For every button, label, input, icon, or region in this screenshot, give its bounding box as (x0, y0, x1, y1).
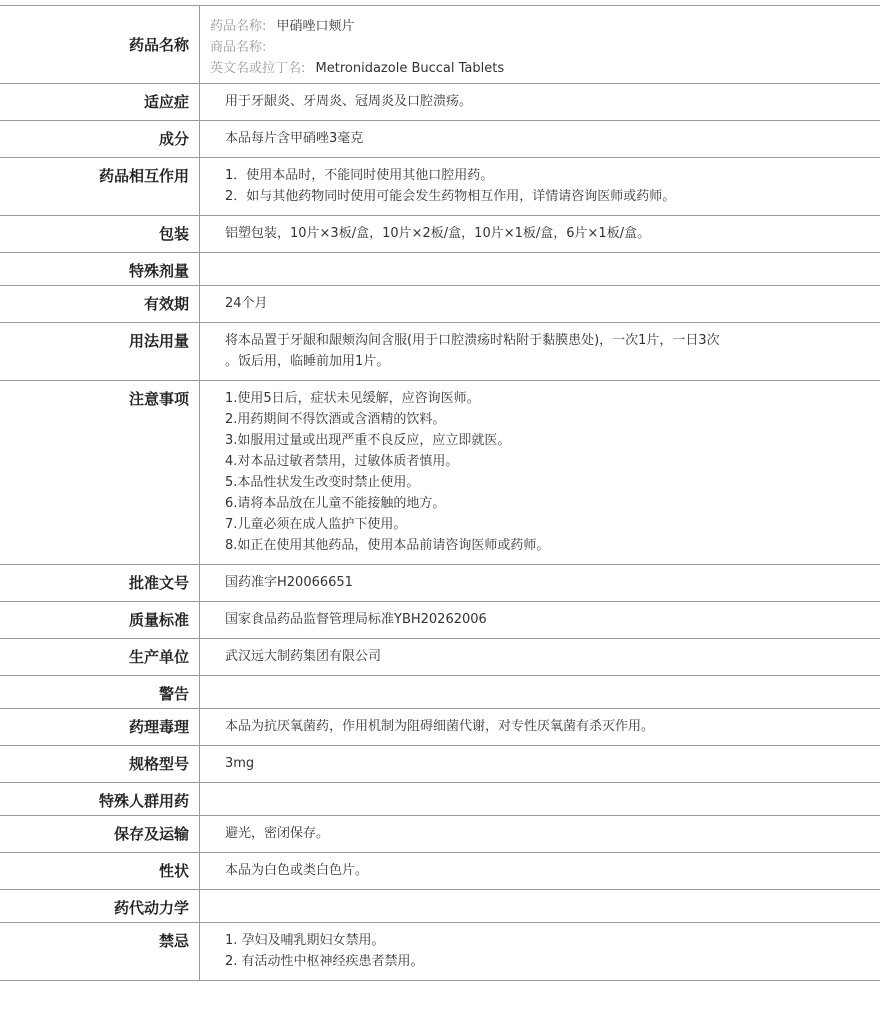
value-line: 2．如与其他药物同时使用可能会发生药物相互作用，详情请咨询医师或药师。 (225, 189, 676, 204)
trade-name-line (210, 37, 870, 58)
spec-row (0, 709, 880, 746)
row-label: 特殊剂量 (0, 253, 200, 285)
row-value (200, 923, 880, 980)
value-line: 避光，密闭保存。 (225, 826, 330, 841)
value-line: 6.请将本品放在儿童不能接触的地方。 (225, 496, 446, 511)
value-line: 5.本品性状发生改变时禁止使用。 (225, 475, 420, 490)
spec-row (0, 286, 880, 323)
value-line: 将本品置于牙龈和龈颊沟间含服(用于口腔溃疡时粘附于黏膜患处)，一次1片，一日3次 (225, 333, 720, 348)
value-line: 4.对本品过敏者禁用，过敏体质者慎用。 (225, 454, 459, 469)
row-value (200, 565, 880, 601)
value-line: 国家食品药品监督管理局标准YBH20262006 (225, 612, 487, 627)
spec-row (0, 676, 880, 709)
spec-row (0, 923, 880, 981)
value-line: 1.使用5日后，症状未见缓解，应咨询医师。 (225, 391, 480, 406)
row-drug-name (0, 6, 880, 84)
value-line: 24个月 (225, 296, 268, 311)
row-label: 药代动力学 (0, 890, 200, 922)
value-line: 2.用药期间不得饮酒或含酒精的饮料。 (225, 412, 446, 427)
row-label: 药品相互作用 (0, 158, 200, 215)
generic-name-line (210, 16, 870, 37)
row-label: 药理毒理 (0, 709, 200, 745)
spec-row (0, 323, 880, 381)
row-value (200, 323, 880, 380)
row-value (200, 639, 880, 675)
value-line: 武汉远大制药集团有限公司 (225, 649, 382, 664)
generic-name-value: 甲硝唑口颊片 (276, 19, 355, 34)
value-line: 7.儿童必须在成人监护下使用。 (225, 517, 407, 532)
english-name-key: 英文名或拉丁名: (210, 61, 306, 76)
row-label: 保存及运输 (0, 816, 200, 852)
row-label: 警告 (0, 676, 200, 708)
row-value (200, 121, 880, 157)
row-value (200, 890, 880, 922)
spec-row (0, 746, 880, 783)
value-line: 1．使用本品时，不能同时使用其他口腔用药。 (225, 168, 494, 183)
row-label: 禁忌 (0, 923, 200, 980)
spec-row (0, 783, 880, 816)
value-line: 。饭后用，临睡前加用1片。 (225, 354, 390, 369)
spec-row (0, 639, 880, 676)
row-value (200, 709, 880, 745)
english-name-line (210, 58, 870, 79)
value-line: 2. 有活动性中枢神经疾患者禁用。 (225, 954, 424, 969)
row-label: 性状 (0, 853, 200, 889)
row-label: 质量标准 (0, 602, 200, 638)
row-value (200, 783, 880, 815)
spec-row (0, 602, 880, 639)
spec-rows (0, 84, 880, 981)
spec-row (0, 853, 880, 890)
value-line: 本品每片含甲硝唑3毫克 (225, 131, 364, 146)
row-label: 生产单位 (0, 639, 200, 675)
row-label: 规格型号 (0, 746, 200, 782)
value-line: 3.如服用过量或出现严重不良反应，应立即就医。 (225, 433, 511, 448)
row-label: 批准文号 (0, 565, 200, 601)
value-line: 3mg (225, 756, 255, 771)
value-line: 8.如正在使用其他药品，使用本品前请咨询医师或药师。 (225, 538, 550, 553)
row-label: 注意事项 (0, 381, 200, 564)
drug-spec-table (0, 5, 880, 981)
row-value (200, 816, 880, 852)
spec-row (0, 565, 880, 602)
value-line: 1. 孕妇及哺乳期妇女禁用。 (225, 933, 385, 948)
spec-row (0, 216, 880, 253)
row-value (200, 158, 880, 215)
row-label: 药品名称 (0, 6, 200, 83)
value-line: 本品为白色或类白色片。 (225, 863, 369, 878)
row-label: 特殊人群用药 (0, 783, 200, 815)
row-value (200, 746, 880, 782)
row-value (200, 84, 880, 120)
spec-row (0, 121, 880, 158)
trade-name-key: 商品名称: (210, 40, 267, 55)
drug-names-block (200, 6, 880, 83)
value-line: 铝塑包装，10片×3板/盒，10片×2板/盒，10片×1板/盒，6片×1板/盒。 (225, 226, 651, 241)
row-value (200, 853, 880, 889)
spec-row (0, 890, 880, 923)
row-value (200, 602, 880, 638)
spec-row (0, 253, 880, 286)
spec-row (0, 84, 880, 121)
row-label: 用法用量 (0, 323, 200, 380)
row-value (200, 216, 880, 252)
value-line: 国药准字H20066651 (225, 575, 353, 590)
spec-row (0, 381, 880, 565)
row-label: 成分 (0, 121, 200, 157)
value-line: 本品为抗厌氧菌药，作用机制为阻碍细菌代谢，对专性厌氧菌有杀灭作用。 (225, 719, 655, 734)
row-value (200, 381, 880, 564)
spec-row (0, 158, 880, 216)
row-value (200, 676, 880, 708)
row-value (200, 253, 880, 285)
english-name-value: Metronidazole Buccal Tablets (315, 61, 505, 76)
row-label: 包装 (0, 216, 200, 252)
spec-row (0, 816, 880, 853)
row-label: 有效期 (0, 286, 200, 322)
row-label: 适应症 (0, 84, 200, 120)
row-value (200, 286, 880, 322)
value-line: 用于牙龈炎、牙周炎、冠周炎及口腔溃疡。 (225, 94, 473, 109)
generic-name-key: 药品名称: (210, 19, 267, 34)
